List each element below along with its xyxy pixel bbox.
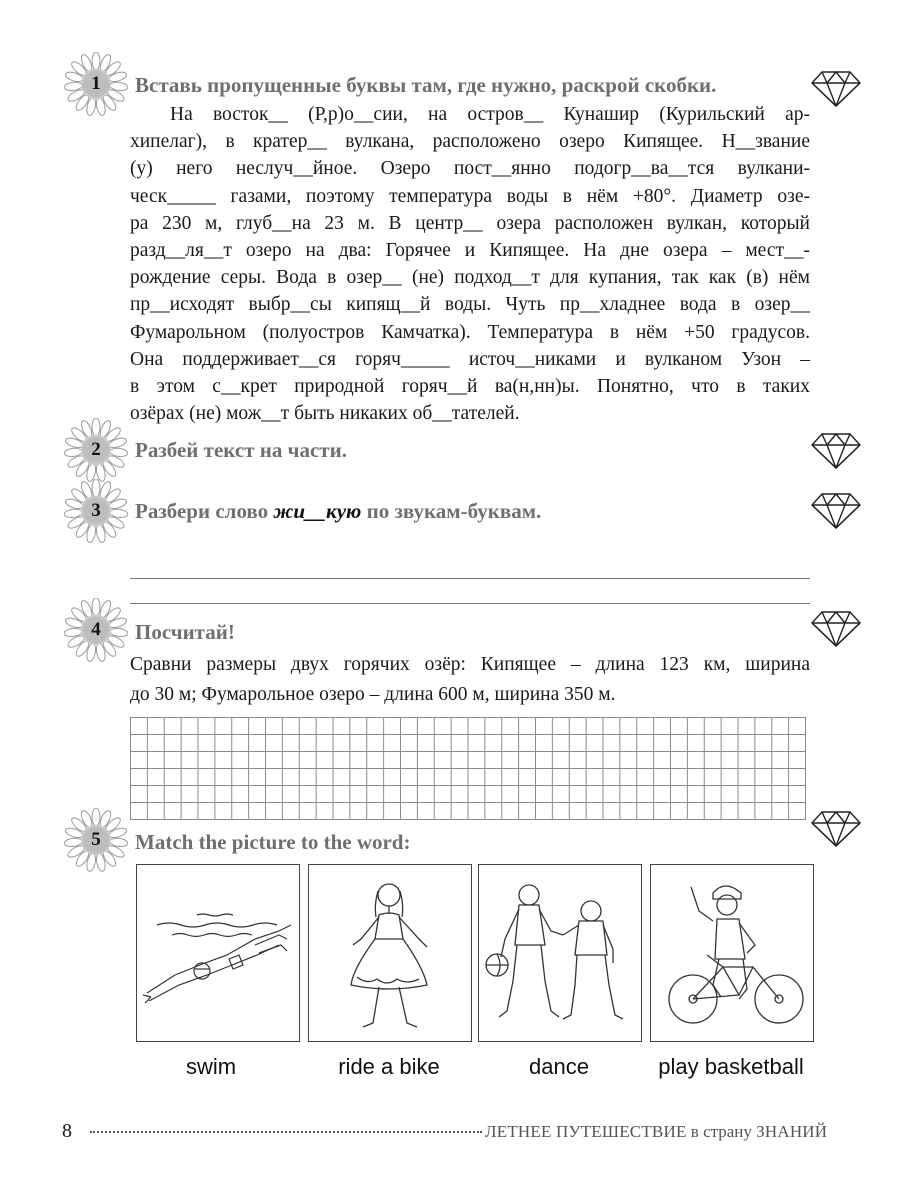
footer-title-part: ЛЕТНЕЕ ПУТЕШЕСТВИЕ: [485, 1122, 687, 1141]
task-badge-2: [64, 418, 128, 482]
task-3-title-after: по звукам-буквам.: [361, 499, 542, 523]
paragraph-line: (у) него неслуч__йное. Озеро пост__янно подогр__ва__тся вулкани-: [130, 158, 810, 180]
paragraph-line: Фумарольном (полуостров Камчатка). Температура в нём +50 градусов.: [130, 321, 810, 343]
task-5-title: Match the picture to the word:: [135, 830, 411, 854]
footer-title-part: ЗНАНИЙ: [756, 1122, 828, 1141]
task-number: 2: [91, 439, 101, 460]
task-3-word: жи__кую: [273, 499, 362, 523]
task-4-title: Посчитай!: [135, 620, 235, 644]
diamond-icon: [810, 608, 862, 648]
match-word-dance[interactable]: dance: [529, 1054, 589, 1079]
paragraph-line: Она поддерживает__ся горяч_____ источ__никами и вулканом Узон –: [130, 348, 810, 370]
match-word-swim[interactable]: swim: [185, 1054, 237, 1079]
paragraph-line: разд__ля__т озеро на два: Горячее и Кипящее. На дне озера – мест__-: [130, 239, 810, 261]
paragraph-line: На восток__ (Р,р)о__сии, на остров__ Кунашир (Курильский ар-: [170, 104, 810, 125]
task-badge-4: [64, 598, 128, 662]
task-1-paragraph: [130, 101, 810, 427]
swimmer-image: [137, 865, 299, 1041]
page-number: 8: [62, 1120, 72, 1142]
footer-title-part: в страну: [686, 1122, 757, 1141]
task-badge-5: [64, 808, 128, 872]
task-number: 1: [91, 73, 101, 94]
task-badge-3: [64, 479, 128, 543]
diamond-icon: [810, 430, 862, 470]
swimmer-picture[interactable]: [136, 864, 300, 1042]
boys-basketball-picture[interactable]: [478, 864, 642, 1042]
basketball-boys-image: [479, 865, 641, 1041]
task-3-title: [135, 499, 541, 524]
paragraph-line: ческ_____ газами, поэтому температура воды в нём +80°. Диаметр озе-: [130, 185, 810, 207]
diamond-icon: [810, 68, 862, 108]
task-4-line: Сравни размеры двух горячих озёр: Кипящее – длина 123 км, ширина: [130, 654, 810, 675]
paragraph-line: ра 230 м, глуб__на 23 м. В центр__ озера расположен вулкан, который: [130, 212, 810, 234]
bike-girl-image: [651, 865, 813, 1041]
task-number: 4: [91, 619, 101, 640]
girl-bike-picture[interactable]: [650, 864, 814, 1042]
footer-title: [485, 1122, 827, 1142]
match-word-ride-a-bike[interactable]: ride a bike: [338, 1054, 440, 1079]
paragraph-line: озёрах (не) мож__т быть никаких об__тателей.: [130, 403, 520, 425]
task-4-text: [130, 650, 810, 710]
match-word-play-basketball[interactable]: play basketball: [658, 1054, 804, 1079]
task-badge-1: [64, 52, 128, 116]
task-number: 3: [91, 500, 101, 521]
girl-dancing-picture[interactable]: [308, 864, 472, 1042]
task-2-title: Разбей текст на части.: [135, 438, 347, 462]
task-1-title: Вставь пропущенные буквы там, где нужно, раскрой скобки.: [135, 73, 717, 97]
task-number: 5: [91, 829, 101, 850]
task-4-line: до 30 м; Фумарольное озеро – длина 600 м, ширина 350 м.: [130, 684, 616, 705]
calculation-grid[interactable]: [130, 717, 806, 820]
paragraph-line: рождение серы. Вода в озер__ (не) подход__т для купания, так как (в) нём: [130, 267, 810, 289]
dancing-girl-image: [309, 865, 471, 1041]
task-3-title-before: Разбери слово: [135, 499, 274, 523]
diamond-icon: [810, 490, 862, 530]
paragraph-line: пр__исходят выбр__сы кипящ__й воды. Чуть пр__хладнее вода в озер__: [130, 294, 810, 316]
answer-line[interactable]: [130, 578, 810, 579]
diamond-icon: [810, 808, 862, 848]
paragraph-line: в этом с__крет природной горяч__й ва(н,нн)ы. Понятно, что в таких: [130, 375, 810, 397]
footer-dotted-leader: [90, 1131, 482, 1133]
answer-line[interactable]: [130, 603, 810, 604]
paragraph-line: хипелаг), в кратер__ вулкана, расположено озеро Кипящее. Н__звание: [130, 131, 810, 153]
